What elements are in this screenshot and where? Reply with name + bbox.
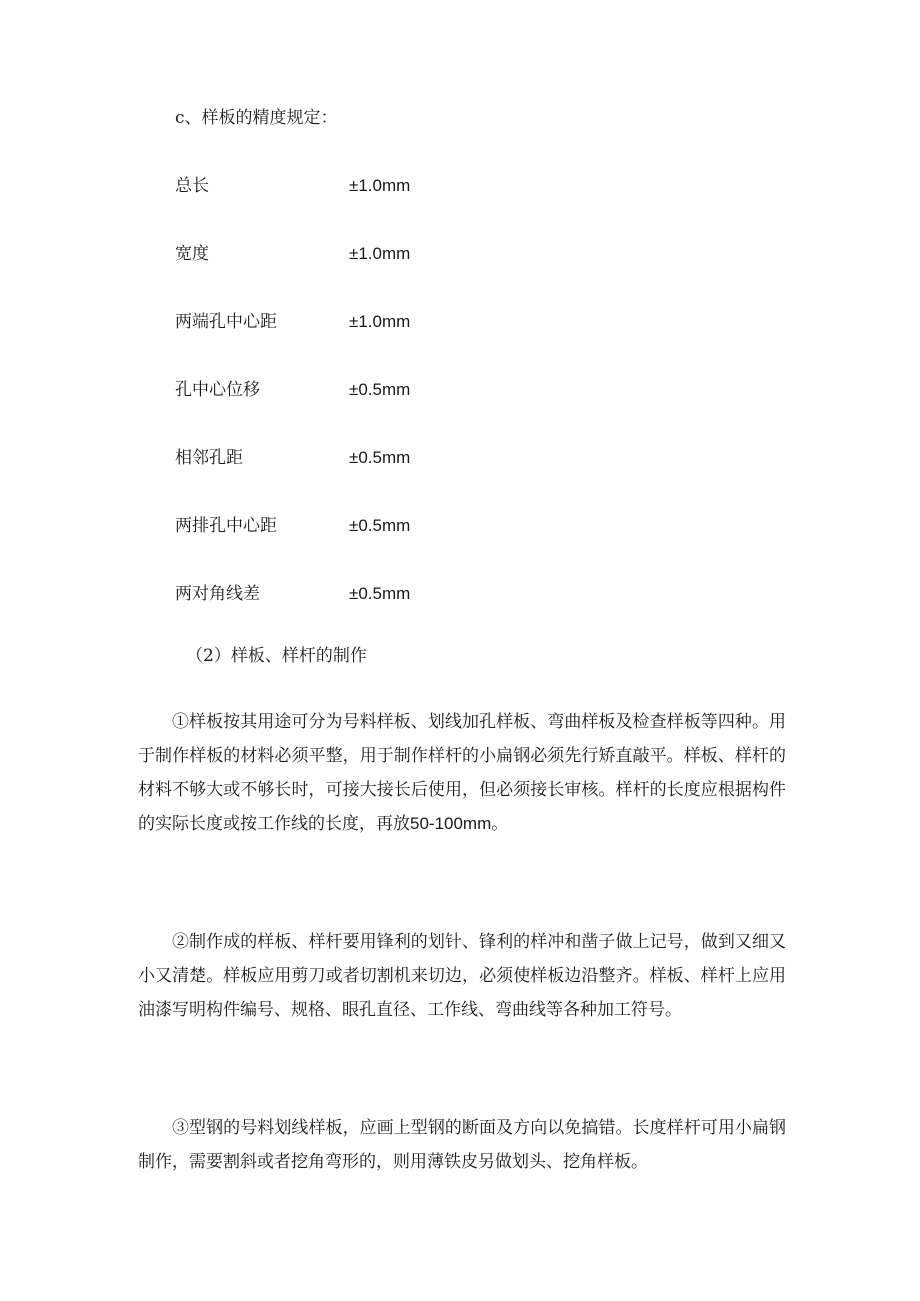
spec-label: 总长 <box>175 176 209 196</box>
paragraph <box>138 705 786 841</box>
paragraph-text: ②制作成的样板、样杆要用锋利的划针、锋利的样冲和凿子做上记号，做到又细又小又清楚。样板应用剪刀或者切割机来切边，必须使样板边沿整齐。样板、样杆上应用油漆写明构件编号、规格、眼孔直径、工作线、弯曲线等各种加工符号。 <box>138 932 786 1020</box>
spec-tolerance: ±0.5mm <box>349 380 411 399</box>
spec-label: 宽度 <box>175 244 209 264</box>
spec-tolerance: ±1.0mm <box>349 244 411 263</box>
spec-tolerance: ±0.5mm <box>349 584 411 603</box>
section-heading: c、样板的精度规定： <box>175 108 338 128</box>
spec-row <box>175 310 575 334</box>
spec-label: 孔中心位移 <box>175 380 260 400</box>
spec-label: 两对角线差 <box>175 584 260 604</box>
paragraph-text: ①样板按其用途可分为号料样板、划线加孔样板、弯曲样板及检查样板等四种。用于制作样板的材料必须平整，用于制作样杆的小扁钢必须先行矫直敲平。样板、样杆的材料不够大或不够长时，可接大接长后使用，但必须接长审核。样杆的长度应根据构件的实际长度或按工作线的长度，再放 <box>138 712 786 834</box>
spec-row <box>175 514 575 538</box>
spec-tolerance: ±1.0mm <box>349 312 411 331</box>
spec-label: 两排孔中心距 <box>175 516 277 536</box>
subsection-heading: （2）样板、样杆的制作 <box>186 646 367 666</box>
spec-row <box>175 242 575 266</box>
spec-row <box>175 582 575 606</box>
paragraph-text-tail: 50-100mm。 <box>410 814 509 833</box>
spec-row <box>175 378 575 402</box>
paragraph <box>138 1111 786 1179</box>
spec-label: 相邻孔距 <box>175 448 243 468</box>
spec-row <box>175 446 575 470</box>
spec-row <box>175 174 575 198</box>
spec-tolerance: ±1.0mm <box>349 176 411 195</box>
spec-tolerance: ±0.5mm <box>349 448 411 467</box>
spec-label: 两端孔中心距 <box>175 312 277 332</box>
paragraph <box>138 925 786 1027</box>
spec-tolerance: ±0.5mm <box>349 516 411 535</box>
paragraph-text: ③型钢的号料划线样板，应画上型钢的断面及方向以免搞错。长度样杆可用小扁钢制作，需要割斜或者挖角弯形的，则用薄铁皮另做划头、挖角样板。 <box>138 1118 786 1172</box>
